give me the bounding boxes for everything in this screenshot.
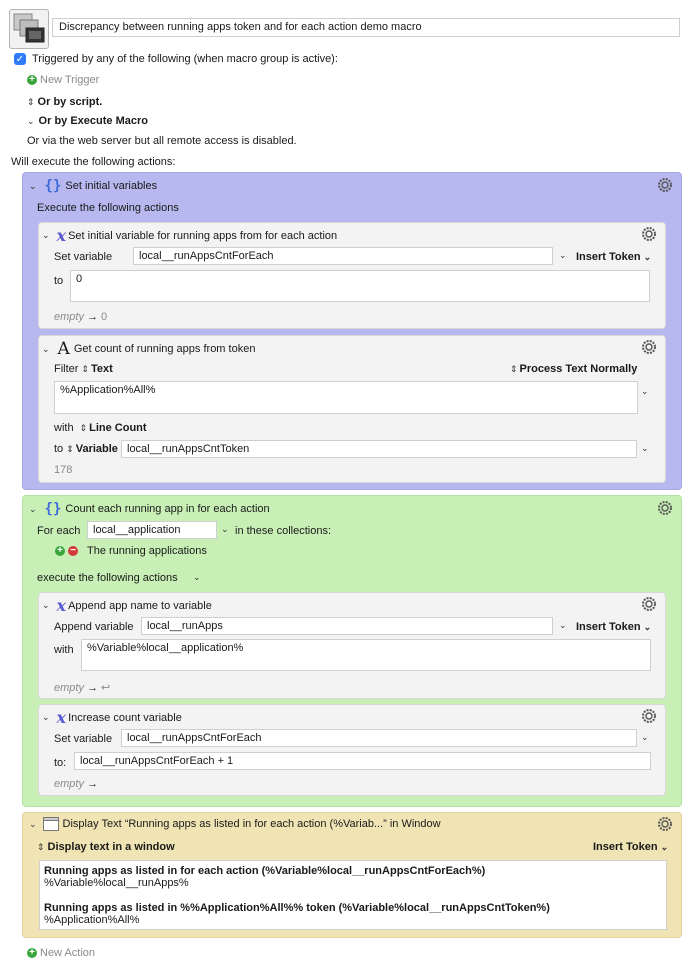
action1-header xyxy=(42,226,337,245)
display-mode-label: Display text in a window xyxy=(47,841,175,853)
process-mode-menu[interactable] xyxy=(510,363,637,375)
gear-icon[interactable] xyxy=(641,708,657,724)
action-set-initial-variable[interactable] xyxy=(38,222,666,329)
process-mode-label: Process Text Normally xyxy=(519,363,638,375)
group2-header xyxy=(29,501,270,517)
variable-x-icon: x xyxy=(56,226,67,245)
group-braces-icon: {} xyxy=(44,501,62,517)
to-variable-row xyxy=(54,443,118,455)
or-by-execute-label: Or by Execute Macro xyxy=(38,115,148,127)
chevron-down-icon[interactable]: ⌄ xyxy=(29,818,37,829)
action-display-text[interactable] xyxy=(22,812,682,938)
web-server-text: Or via the web server but all remote access is disabled. xyxy=(27,135,297,147)
or-by-execute-row[interactable] xyxy=(27,115,148,127)
group1-execute-label: Execute the following actions xyxy=(37,202,179,214)
variable-name-field[interactable]: local__runAppsCntForEach xyxy=(133,247,553,265)
chevron-down-icon: ⌄ xyxy=(643,621,652,632)
with-label: with xyxy=(54,422,74,434)
variable-name-field[interactable]: local__runAppsCntForEach xyxy=(121,729,637,747)
result-arrow: → xyxy=(86,681,98,694)
to-label: to xyxy=(54,443,64,455)
to-label: to: xyxy=(54,757,67,769)
append-variable-label: Append variable xyxy=(54,621,134,633)
to-value-field[interactable]: 0 xyxy=(70,270,650,302)
set-variable-label: Set variable xyxy=(54,733,113,745)
new-trigger-label: New Trigger xyxy=(40,74,100,86)
action-get-count-filter[interactable] xyxy=(38,335,666,483)
display-blank-line xyxy=(44,889,662,902)
gear-icon[interactable] xyxy=(641,339,657,355)
with-value-menu[interactable]: Line Count xyxy=(89,422,147,434)
updown-chevron-icon[interactable]: ⇕ xyxy=(79,422,88,433)
group2-execute-label: execute the following actions xyxy=(37,572,178,584)
collection-row xyxy=(55,545,207,557)
chevron-down-icon[interactable]: ⌄ xyxy=(641,443,649,453)
display-line-2: %Variable%local__runApps% xyxy=(44,877,189,889)
insert-token-label: Insert Token xyxy=(593,841,658,853)
append-result xyxy=(54,681,110,694)
chevron-down-icon: ⌄ xyxy=(643,251,652,262)
chevron-down-icon[interactable]: ⌄ xyxy=(221,524,229,534)
action2-result: 178 xyxy=(54,464,73,476)
gear-icon[interactable] xyxy=(657,816,673,832)
filter-row xyxy=(54,363,113,375)
insert-token-menu[interactable] xyxy=(576,621,651,633)
updown-chevron-icon[interactable]: ⇕ xyxy=(81,363,89,374)
variable-x-icon: x xyxy=(56,596,67,615)
gear-icon[interactable] xyxy=(657,500,673,516)
for-each-label: For each xyxy=(37,525,81,537)
new-action-label: New Action xyxy=(40,947,96,959)
updown-chevron-icon: ⇕ xyxy=(27,96,35,107)
gear-icon[interactable] xyxy=(641,596,657,612)
to-value-field[interactable]: local__runAppsCntForEach + 1 xyxy=(74,752,651,770)
chevron-down-icon[interactable]: ⌄ xyxy=(29,180,37,191)
with-label: with xyxy=(54,644,74,656)
new-action-button[interactable] xyxy=(27,947,95,959)
triggered-row xyxy=(14,53,338,65)
filter-source-menu[interactable]: Text xyxy=(91,363,113,375)
group1-header xyxy=(29,178,157,194)
result-value: ↩ xyxy=(100,682,111,694)
for-each-variable-field[interactable]: local__application xyxy=(87,521,217,539)
group-set-initial-variables[interactable] xyxy=(22,172,682,490)
macro-icon[interactable] xyxy=(9,9,49,49)
chevron-down-icon[interactable]: ⌄ xyxy=(42,600,50,610)
group-count-each-running-app[interactable] xyxy=(22,495,682,807)
window-icon xyxy=(43,817,59,831)
result-empty: empty xyxy=(54,311,84,323)
to-kind-menu[interactable]: Variable xyxy=(75,443,118,455)
display-line-1: Running apps as listed in for each action (%Variable%local__runAppsCntForEach%) xyxy=(44,865,486,877)
result-empty: empty xyxy=(54,778,84,790)
display-line-4: %Application%All% xyxy=(44,914,140,926)
to-variable-field[interactable]: local__runAppsCntToken xyxy=(121,440,637,458)
collection-label[interactable]: The running applications xyxy=(87,545,207,557)
chevron-down-icon[interactable]: ⌄ xyxy=(559,620,567,630)
or-by-script-label: Or by script. xyxy=(37,96,103,108)
variable-x-icon: x xyxy=(56,708,67,727)
increase-header xyxy=(42,708,182,727)
result-empty: empty xyxy=(54,681,84,694)
action2-header xyxy=(42,339,255,359)
result-value: 0 xyxy=(100,311,108,323)
in-these-collections-label: in these collections: xyxy=(235,525,331,537)
gear-icon[interactable] xyxy=(657,177,673,193)
or-by-script-row[interactable] xyxy=(27,96,102,108)
new-trigger-button[interactable] xyxy=(27,74,99,86)
action-increase-count[interactable] xyxy=(38,704,666,796)
updown-chevron-icon[interactable]: ⇕ xyxy=(66,443,74,454)
chevron-down-icon[interactable]: ⌄ xyxy=(29,503,37,514)
insert-token-menu[interactable] xyxy=(593,841,668,853)
chevron-down-icon: ⌄ xyxy=(660,841,669,852)
insert-token-label: Insert Token xyxy=(576,251,641,263)
filter-label: Filter xyxy=(54,363,79,375)
display-mode-menu[interactable] xyxy=(37,841,175,853)
group-braces-icon: {} xyxy=(44,178,62,194)
action-append-app-name[interactable] xyxy=(38,592,666,699)
add-collection-icon[interactable]: + xyxy=(55,546,65,556)
chevron-down-icon[interactable]: ⌄ xyxy=(193,572,201,582)
action1-result xyxy=(54,311,107,323)
triggered-checkbox[interactable]: ✓ xyxy=(15,53,25,65)
insert-token-menu[interactable] xyxy=(576,251,651,263)
chevron-down-icon[interactable]: ⌄ xyxy=(42,230,50,240)
display-text-field[interactable] xyxy=(39,860,667,930)
action2-title: Get count of running apps from token xyxy=(73,343,256,355)
plus-icon: + xyxy=(27,75,37,85)
insert-token-label: Insert Token xyxy=(576,621,641,633)
increase-title: Increase count variable xyxy=(68,711,182,724)
gear-icon[interactable] xyxy=(641,226,657,242)
append-header xyxy=(42,596,212,615)
chevron-down-icon[interactable]: ⌄ xyxy=(641,732,649,742)
result-arrow: → xyxy=(86,311,98,323)
filter-text-field[interactable]: %Application%All% xyxy=(54,381,638,414)
chevron-down-icon[interactable]: ⌄ xyxy=(42,712,50,722)
with-row xyxy=(54,422,147,434)
will-execute-label: Will execute the following actions: xyxy=(11,156,176,168)
set-variable-label: Set variable xyxy=(54,251,113,263)
remove-collection-icon[interactable]: − xyxy=(68,546,78,556)
group2-title: Count each running app in for each action xyxy=(65,503,270,515)
chevron-down-icon[interactable]: ⌄ xyxy=(559,250,567,260)
chevron-down-icon[interactable]: ⌄ xyxy=(641,386,649,396)
chevron-down-icon: ⌄ xyxy=(27,115,35,126)
text-a-icon: A xyxy=(57,339,70,359)
append-variable-field[interactable]: local__runApps xyxy=(141,617,553,635)
to-label: to xyxy=(54,275,64,287)
group1-title: Set initial variables xyxy=(65,180,158,192)
display-title: Display Text “Running apps as listed in for each action (%Variab...” in Window xyxy=(62,818,441,830)
append-title: Append app name to variable xyxy=(68,599,212,612)
action1-title: Set initial variable for running apps from for each action xyxy=(68,229,338,242)
display-line-3: Running apps as listed in %%Application%All%% token (%Variable%local__runAppsCntToken%) xyxy=(44,902,550,914)
result-arrow: → xyxy=(86,778,98,790)
with-value-field[interactable]: %Variable%local__application% xyxy=(81,639,651,671)
chevron-down-icon[interactable]: ⌄ xyxy=(42,343,50,354)
updown-chevron-icon: ⇕ xyxy=(510,363,518,374)
updown-chevron-icon: ⇕ xyxy=(37,841,45,852)
triggered-label: Triggered by any of the following (when macro group is active): xyxy=(32,53,338,65)
plus-icon: + xyxy=(27,948,37,958)
display-header xyxy=(29,817,441,831)
macro-title-field[interactable]: Discrepancy between running apps token and for each action demo macro xyxy=(52,18,680,37)
increase-result xyxy=(54,778,98,790)
